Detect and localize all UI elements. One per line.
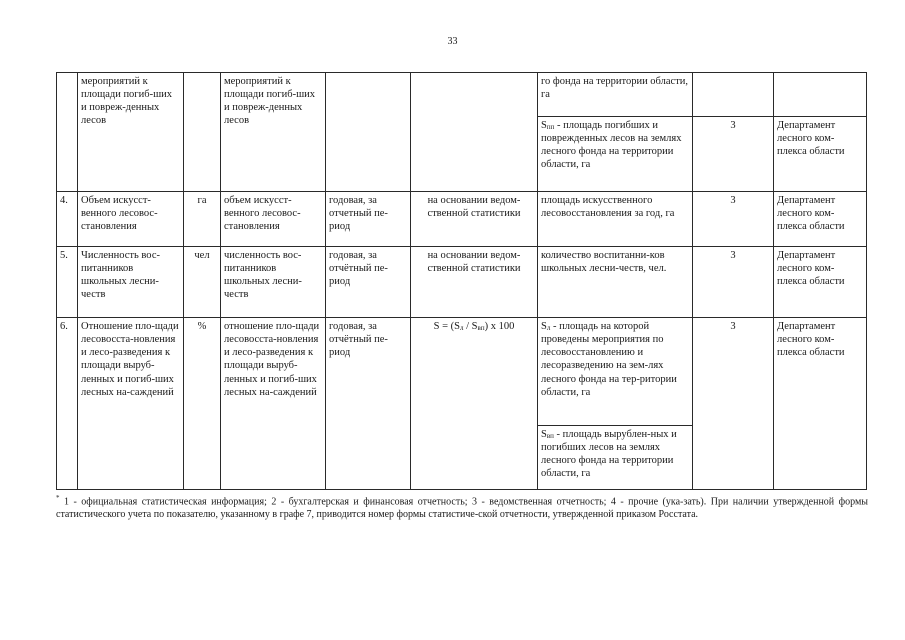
- cell-source: 3: [693, 318, 774, 490]
- cell-definition: отношение пло-щади лесовосста-новления и лесо-разведения к площади выруб-ленных и погиб-ших лесных на-саждений: [221, 318, 326, 490]
- table-row: [57, 318, 867, 426]
- footnote-marker: *: [56, 494, 60, 502]
- cell-dept: Департамент лесного ком-плекса области: [774, 117, 867, 192]
- cell-variable: [538, 426, 693, 490]
- cell-num: 5.: [57, 247, 78, 318]
- cell-period: годовая, за отчётный пе-риод: [326, 318, 411, 490]
- cell-unit: чел: [184, 247, 221, 318]
- footnote-text: 1 - официальная статистическая информация; 2 - бухгалтерская и финансовая отчетность; 3 - ведомственная отчетность; 4 - прочие (ука-зать). При наличии утвержденной формы статистического учета по показателю, указанному в графе 7, приводится номер формы статистиче-ской отчетности, утвержденной приказом Росстата.: [56, 496, 868, 521]
- cell-source: 3: [693, 247, 774, 318]
- variable-subscript: вп: [546, 432, 554, 440]
- table-row: [57, 247, 867, 318]
- variable-symbol: S: [541, 120, 547, 131]
- variable-symbol: S: [541, 429, 547, 440]
- cell-definition: мероприятий к площади погиб-ших и повреж-денных лесов: [221, 73, 326, 192]
- cell-dept: Департамент лесного ком-плекса области: [774, 247, 867, 318]
- formula-subscript: вп: [477, 324, 485, 332]
- cell-variable: го фонда на территории области, га: [538, 73, 693, 117]
- cell-dept: [774, 73, 867, 117]
- cell-name: Объем искусст-венного лесовос-становления: [78, 192, 184, 247]
- cell-num: [57, 73, 78, 192]
- cell-source: 3: [693, 117, 774, 192]
- cell-period: годовая, за отчетный пе-риод: [326, 192, 411, 247]
- cell-unit: [184, 73, 221, 192]
- cell-name: Отношение пло-щади лесовосста-новления и лесо-разведения к площади выруб-ленных и погиб-ших лесных на-саждений: [78, 318, 184, 490]
- cell-definition: объем искусст-венного лесовос-становления: [221, 192, 326, 247]
- variable-subscript: л: [546, 324, 551, 332]
- table-row: [57, 73, 867, 117]
- table-row: [57, 192, 867, 247]
- cell-variable: количество воспитанни-ков школьных лесни-честв, чел.: [538, 247, 693, 318]
- cell-formula: на основании ведом-ственной статистики: [411, 247, 538, 318]
- formula-part: ) х 100: [484, 321, 515, 332]
- variable-text: - площадь на которой проведены мероприятия по лесовосстановлению и лесоразведению на зем-лях лесного фонда на тер-ритории области, га: [541, 321, 677, 398]
- formula-part: / S: [463, 321, 478, 332]
- cell-variable: [538, 117, 693, 192]
- cell-variable: площадь искусственного лесовосстановления за год, га: [538, 192, 693, 247]
- variable-text: - площадь погибших и поврежденных лесов на землях лесного фонда на территории области, га: [541, 120, 682, 171]
- formula-part: S = (S: [433, 321, 461, 332]
- cell-num: 4.: [57, 192, 78, 247]
- variable-text: - площадь вырублен-ных и погибших лесов на землях лесного фонда на территории области, га: [541, 429, 677, 480]
- cell-formula: [411, 73, 538, 192]
- cell-formula: [411, 318, 538, 490]
- cell-period: [326, 73, 411, 192]
- variable-subscript: пп: [546, 123, 555, 131]
- indicators-table: [56, 72, 867, 490]
- cell-source: 3: [693, 192, 774, 247]
- page-number: 33: [447, 36, 458, 47]
- variable-symbol: S: [541, 321, 547, 332]
- cell-name: Численность вос-питанников школьных лесни-честв: [78, 247, 184, 318]
- cell-dept: Департамент лесного ком-плекса области: [774, 192, 867, 247]
- cell-definition: численность вос-питанников школьных лесни-честв: [221, 247, 326, 318]
- cell-unit: га: [184, 192, 221, 247]
- cell-dept: Департамент лесного ком-плекса области: [774, 318, 867, 490]
- cell-formula: на основании ведом-ственной статистики: [411, 192, 538, 247]
- cell-unit: %: [184, 318, 221, 490]
- footnote: [56, 494, 868, 521]
- cell-variable: [538, 318, 693, 426]
- cell-name: мероприятий к площади погиб-ших и повреж-денных лесов: [78, 73, 184, 192]
- cell-source: [693, 73, 774, 117]
- cell-period: годовая, за отчётный пе-риод: [326, 247, 411, 318]
- cell-num: 6.: [57, 318, 78, 490]
- formula-subscript: л: [460, 324, 464, 332]
